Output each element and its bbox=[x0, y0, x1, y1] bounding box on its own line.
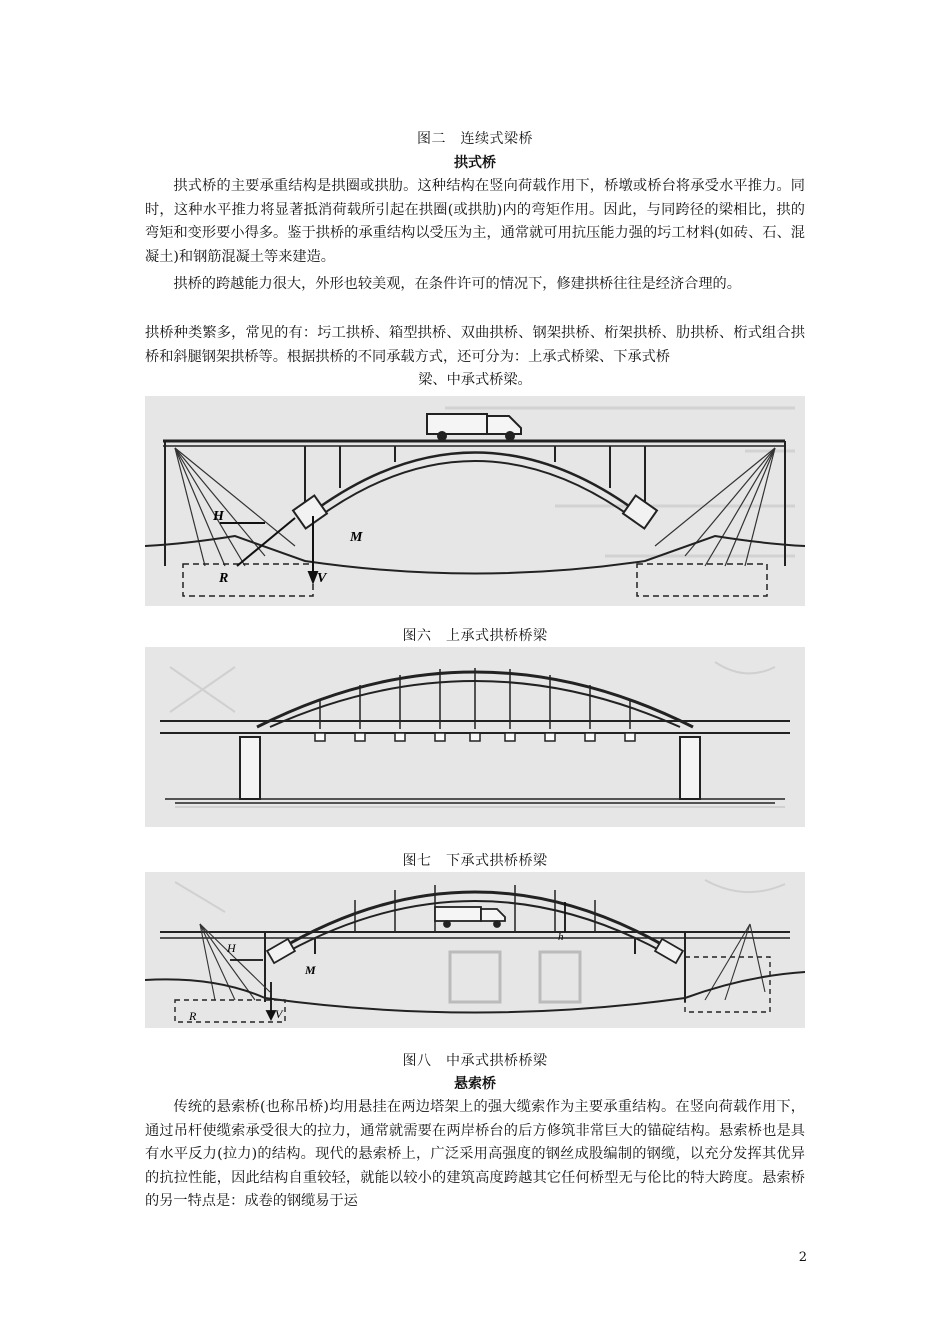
reaction-label-R: R bbox=[219, 571, 229, 586]
figure-6-caption: 图六 上承式拱桥桥梁 bbox=[402, 628, 548, 644]
height-label-h: h bbox=[558, 931, 564, 943]
through-arch-bridge-drawing bbox=[145, 647, 805, 827]
arch-paragraph-3: 拱桥种类繁多，常见的有：圬工拱桥、箱型拱桥、双曲拱桥、钢架拱桥、桁架拱桥、肋拱桥、桁式组合拱桥和斜腿钢架拱桥等。根据拱桥的不同承载方式，还可分为：上承式桥梁、下承式桥 bbox=[145, 325, 805, 365]
figure-8-caption: 图八 中承式拱桥桥梁 bbox=[402, 1053, 548, 1069]
section-heading-suspension-bridge: 悬索桥 bbox=[454, 1076, 496, 1092]
moment-label-M: M bbox=[350, 530, 363, 545]
half-through-arch-bridge-figure bbox=[145, 872, 805, 1028]
thrust-label-H: H bbox=[227, 941, 236, 955]
deck-arch-bridge-figure bbox=[145, 396, 805, 606]
vertical-label-V: V bbox=[317, 571, 327, 586]
section-heading-arch-bridge: 拱式桥 bbox=[454, 155, 496, 171]
half-through-arch-bridge-drawing bbox=[145, 872, 805, 1028]
arch-paragraph-2: 拱桥的跨越能力很大，外形也较美观，在条件许可的情况下，修建拱桥往往是经济合理的。 bbox=[173, 276, 741, 292]
arch-paragraph-1: 拱式桥的主要承重结构是拱圈或拱肋。这种结构在竖向荷载作用下，桥墩或桥台将承受水平推力。同时，这种水平推力将显著抵消荷载所引起在拱圈(或拱肋)内的弯矩作用。因此，与同跨径的梁相比，拱的弯矩和变形要小得多。鉴于拱桥的承重结构以受压为主，通常就可用抗压能力强的圬工材料(如砖、石、混凝土)和钢筋混凝土等来建造。 bbox=[145, 178, 805, 265]
suspension-paragraph-1: 传统的悬索桥(也称吊桥)均用悬挂在两边塔架上的强大缆索作为主要承重结构。在竖向荷载作用下，通过吊杆使缆索承受很大的拉力，通常就需要在两岸桥台的后方修筑非常巨大的锚碇结构。悬索桥也是具有水平反力(拉力)的结构。现代的悬索桥上，广泛采用高强度的钢丝成股编制的钢缆，以充分发挥其优异的抗拉性能，因此结构自重较轻，就能以较小的建筑高度跨越其它任何桥型无与伦比的特大跨度。悬索桥的另一特点是：成卷的钢缆易于运 bbox=[145, 1099, 805, 1209]
reaction-label-R: R bbox=[189, 1009, 197, 1023]
page-number: 2 bbox=[798, 1250, 807, 1265]
moment-label-M: M bbox=[305, 963, 316, 977]
figure-7-caption: 图七 下承式拱桥桥梁 bbox=[402, 853, 548, 869]
through-arch-bridge-figure bbox=[145, 647, 805, 827]
figure-2-caption: 图二 连续式梁桥 bbox=[417, 131, 533, 147]
vertical-label-V: V bbox=[275, 1007, 283, 1021]
thrust-label-H: H bbox=[213, 509, 224, 524]
deck-arch-bridge-drawing bbox=[145, 396, 805, 606]
arch-paragraph-3-tail: 梁、中承式桥梁。 bbox=[418, 372, 532, 388]
